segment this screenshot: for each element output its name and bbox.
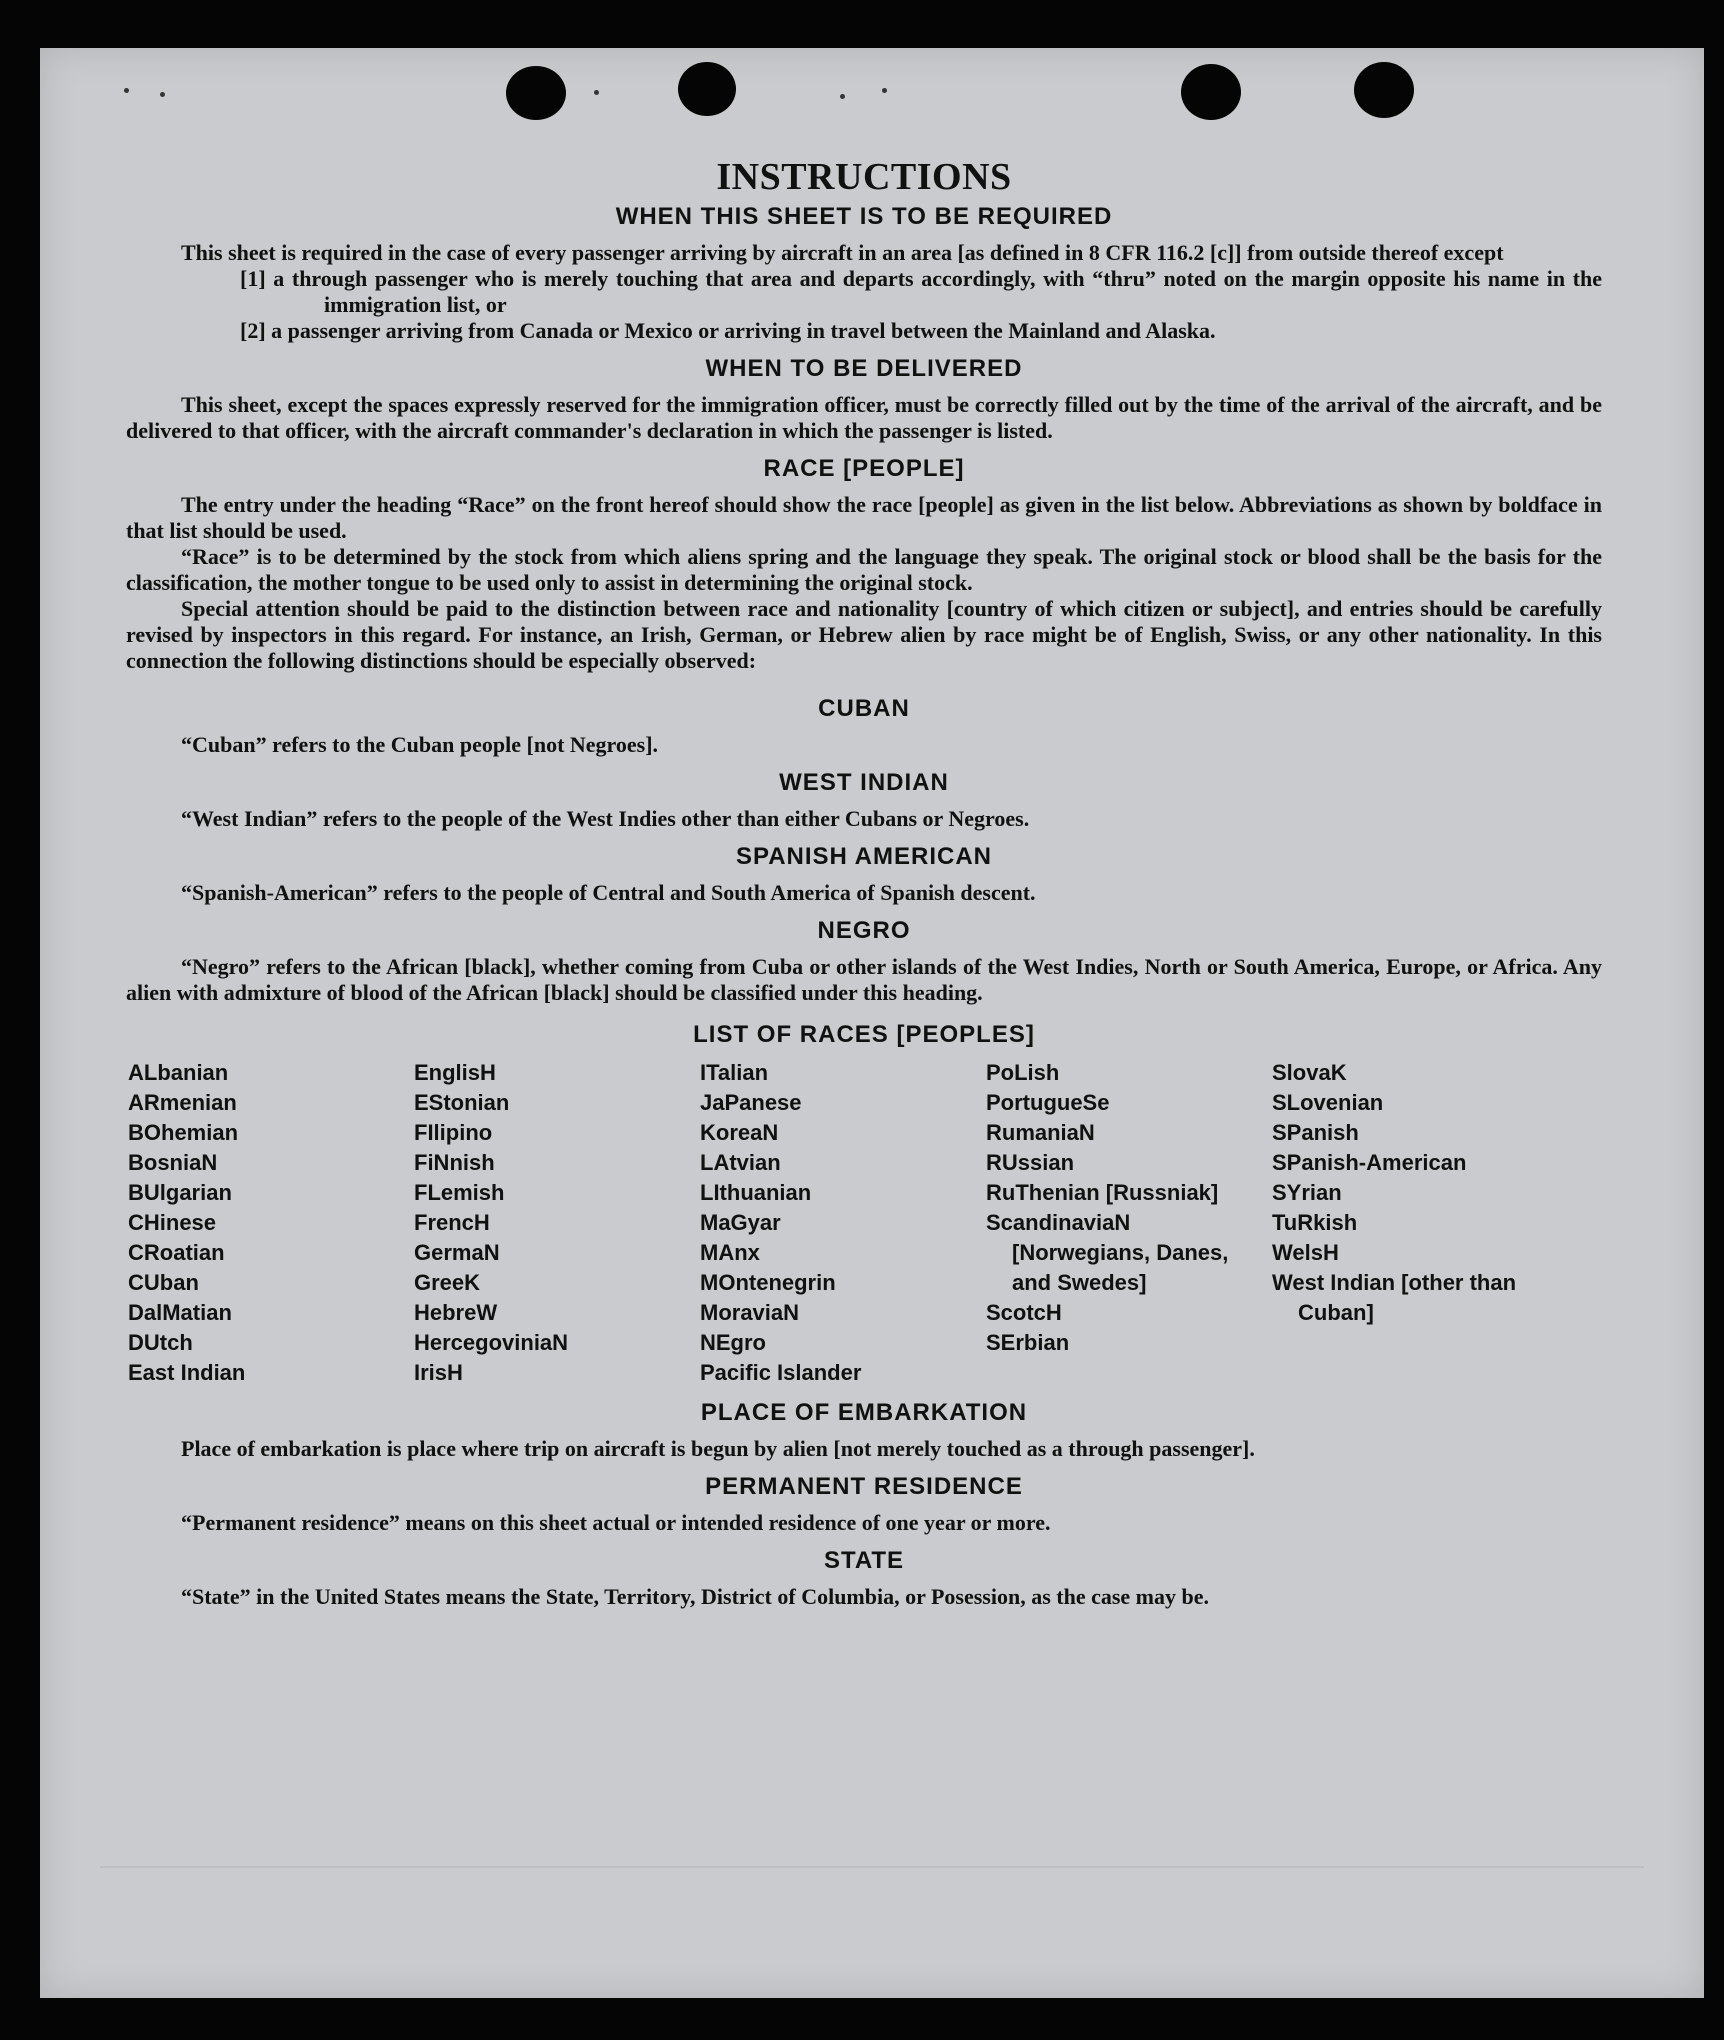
punch-hole-3 [1181, 64, 1241, 120]
heading-when-delivered: WHEN TO BE DELIVERED [705, 355, 1023, 382]
heading-cuban: CUBAN [818, 695, 910, 722]
race-entry: CHinese [128, 1210, 217, 1235]
punch-hole-2 [678, 62, 736, 116]
document-page [40, 48, 1704, 1998]
race-entry: BUlgarian [128, 1180, 232, 1205]
race-entry: CUban [128, 1270, 199, 1295]
paper-speck [160, 92, 165, 97]
cuban-text: “Cuban” refers to the Cuban people [not Negroes]. [181, 732, 659, 757]
race-paragraph-3: Special attention should be paid to the distinction between race and nationality [country of which citizen or subject], and entries should be carefully revised by inspectors in this regard. For instance, an Irish, German, or Hebrew alien by race might be of English, Swiss, or any other nationality. In this connection the following distinctions should be especially observed: [126, 596, 1602, 673]
instructions-content [126, 154, 1602, 1610]
heading-place-of-embarkation: PLACE OF EMBARKATION [700, 1399, 1028, 1426]
race-entry: SLovenian [1272, 1090, 1384, 1115]
heading-spanish-american: SPANISH AMERICAN [735, 843, 992, 870]
race-paragraph-1: The entry under the heading “Race” on the front hereof should show the race [people] as given in the list below. Abbreviations as shown by boldface in that list should be used. [126, 492, 1602, 543]
race-entry: PortugueSe [986, 1090, 1110, 1115]
race-entry: ALbanian [128, 1060, 229, 1085]
paper-speck [840, 94, 845, 99]
races-column-4 [986, 1058, 1272, 1388]
heading-race: RACE [PEOPLE] [763, 455, 965, 482]
race-entry: FiNnish [414, 1150, 495, 1175]
race-entry: Pacific Islander [700, 1360, 862, 1385]
punch-hole-1 [506, 66, 566, 120]
page-title: INSTRUCTIONS [716, 156, 1012, 198]
races-column-5 [1272, 1058, 1558, 1388]
race-paragraph-2: “Race” is to be determined by the stock from which aliens spring and the language they speak. The original stock or blood shall be the basis for the classification, the mother tongue to be used only to assist in determining the original stock. [126, 544, 1602, 595]
race-entry: FrencH [414, 1210, 490, 1235]
race-entry: ScotcH [986, 1300, 1062, 1325]
race-entry: EStonian [414, 1090, 510, 1115]
race-entry: WelsH [1272, 1240, 1339, 1265]
state-text: “State” in the United States means the State, Territory, District of Columbia, or Posession, as the case may be. [181, 1584, 1210, 1609]
race-entry: MOntenegrin [700, 1270, 836, 1295]
race-entry: ARmenian [128, 1090, 237, 1115]
when-required-item-1: [1] a through passenger who is merely touching that area and departs accordingly, with “thru” noted on the margin opposite his name in the immigration list, or [240, 266, 1602, 317]
show-through-line [100, 1866, 1644, 1868]
heading-state: STATE [823, 1547, 905, 1574]
paper-speck [124, 88, 129, 93]
race-entry: HebreW [414, 1300, 498, 1325]
when-delivered-text: This sheet, except the spaces expressly reserved for the immigration officer, must be correctly filled out by the time of the arrival of the aircraft, and be delivered to that officer, with the aircraft commander's declaration in which the passenger is listed. [126, 392, 1602, 443]
embarkation-text: Place of embarkation is place where trip on aircraft is begun by alien [not merely touched as a through passenger]. [181, 1436, 1255, 1461]
race-entry: DalMatian [128, 1300, 232, 1325]
races-column-3 [700, 1058, 986, 1388]
race-entry: KoreaN [700, 1120, 779, 1145]
race-entry: TuRkish [1272, 1210, 1358, 1235]
race-entry: GreeK [414, 1270, 481, 1295]
race-entry: CRoatian [128, 1240, 225, 1265]
race-entry: SYrian [1272, 1180, 1342, 1205]
race-entry: DUtch [128, 1330, 193, 1355]
when-required-item-2: [2] a passenger arriving from Canada or Mexico or arriving in travel between the Mainland and Alaska. [240, 318, 1216, 343]
race-entry: East Indian [128, 1360, 246, 1385]
race-entry: SErbian [986, 1330, 1070, 1355]
race-entry: MoraviaN [700, 1300, 800, 1325]
paper-speck [882, 88, 887, 93]
race-entry: RuThenian [Russniak] [986, 1180, 1219, 1205]
heading-when-required: WHEN THIS SHEET IS TO BE REQUIRED [615, 203, 1113, 230]
heading-list-of-races: LIST OF RACES [PEOPLES] [693, 1021, 1035, 1048]
race-entry: EnglisH [414, 1060, 496, 1085]
races-column-1 [128, 1058, 414, 1388]
race-entry: LIthuanian [700, 1180, 812, 1205]
residence-text: “Permanent residence” means on this sheet actual or intended residence of one year or more. [181, 1510, 1051, 1535]
spanish-american-text: “Spanish-American” refers to the people of Central and South America of Spanish descent. [181, 880, 1036, 905]
race-entry: RUssian [986, 1150, 1075, 1175]
west-indian-text: “West Indian” refers to the people of the West Indies other than either Cubans or Negroes. [181, 806, 1030, 831]
race-entry: LAtvian [700, 1150, 781, 1175]
when-required-intro: This sheet is required in the case of every passenger arriving by aircraft in an area [as defined in 8 CFR 116.2 [c]] from outside thereof except [181, 240, 1504, 265]
races-column-2 [414, 1058, 700, 1388]
race-entry: PoLish [986, 1060, 1060, 1085]
race-entry: FLemish [414, 1180, 505, 1205]
races-list [128, 1058, 1602, 1388]
race-entry: MAnx [700, 1240, 760, 1265]
race-entry: MaGyar [700, 1210, 781, 1235]
race-entry: West Indian [other than Cuban] [1272, 1270, 1517, 1325]
race-entry: BosniaN [128, 1150, 218, 1175]
punch-hole-4 [1354, 62, 1414, 118]
heading-negro: NEGRO [817, 917, 911, 944]
race-entry: ScandinaviaN [Norwegians, Danes, and Swedes] [986, 1210, 1229, 1295]
race-entry: FIlipino [414, 1120, 493, 1145]
race-entry: IrisH [414, 1360, 463, 1385]
race-entry: RumaniaN [986, 1120, 1095, 1145]
race-entry: JaPanese [700, 1090, 802, 1115]
negro-text: “Negro” refers to the African [black], whether coming from Cuba or other islands of the West Indies, North or South America, Europe, or Africa. Any alien with admixture of blood of the African [black] should be classified under this heading. [126, 954, 1602, 1005]
race-entry: SlovaK [1272, 1060, 1347, 1085]
race-entry: ITalian [700, 1060, 769, 1085]
race-entry: SPanish-American [1272, 1150, 1467, 1175]
heading-west-indian: WEST INDIAN [779, 769, 949, 796]
race-entry: GermaN [414, 1240, 500, 1265]
race-entry: NEgro [700, 1330, 766, 1355]
race-entry: BOhemian [128, 1120, 239, 1145]
race-entry: HercegoviniaN [414, 1330, 569, 1355]
race-entry: SPanish [1272, 1120, 1359, 1145]
heading-permanent-residence: PERMANENT RESIDENCE [705, 1473, 1023, 1500]
paper-speck [594, 90, 599, 95]
